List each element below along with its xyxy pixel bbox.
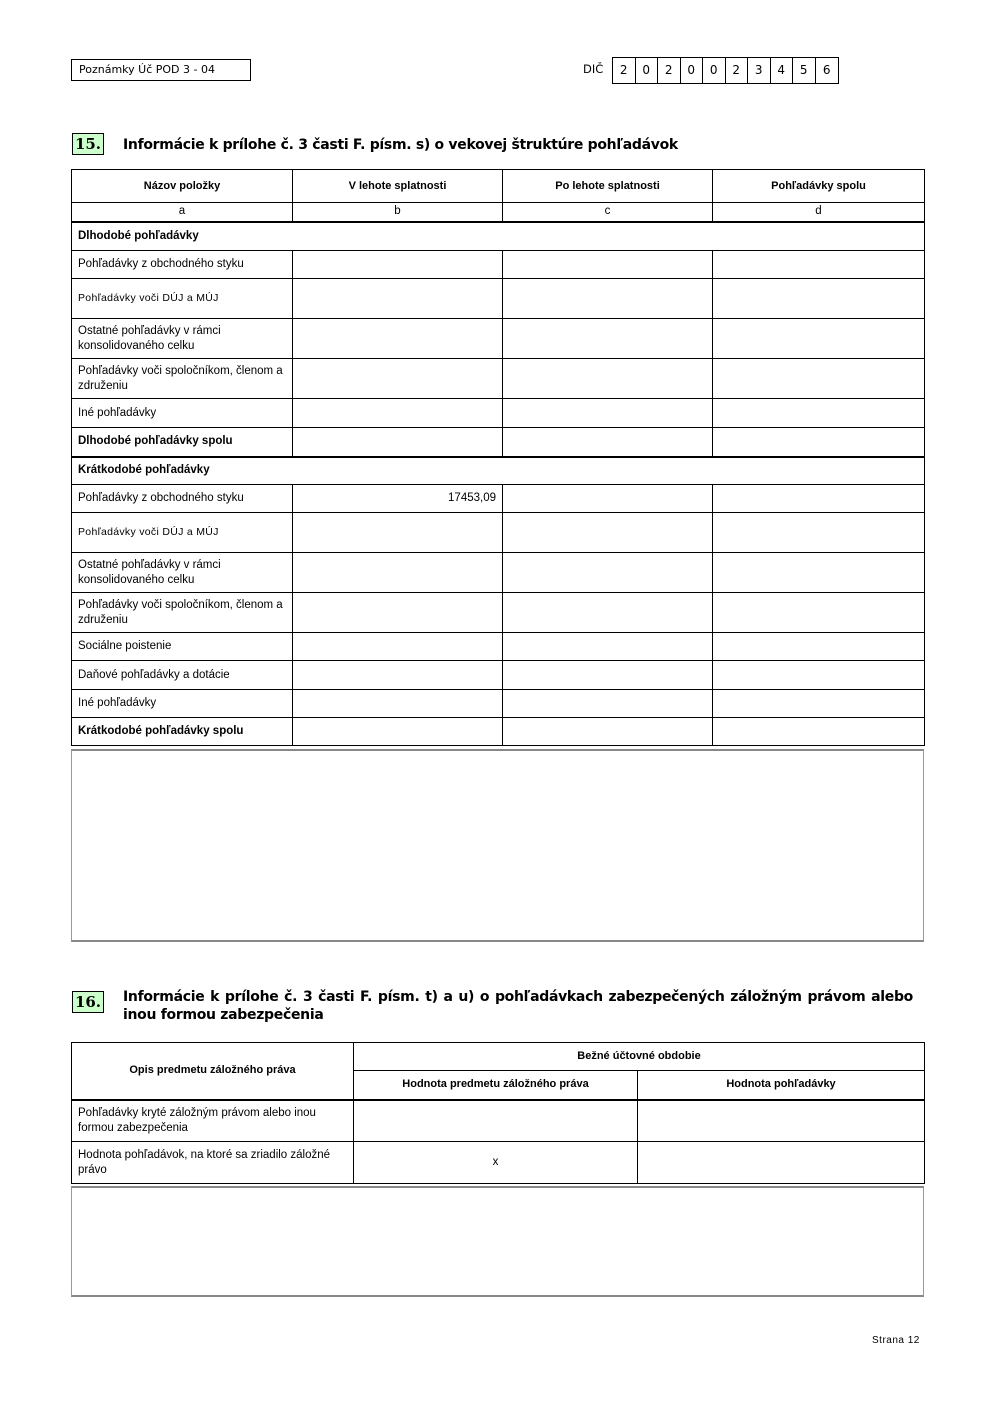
col-header-claim-value: Hodnota pohľadávky xyxy=(638,1071,925,1100)
cell-d[interactable] xyxy=(713,690,925,718)
row-label: Pohľadávky voči DÚJ a MÚJ xyxy=(72,513,293,553)
cell-d[interactable] xyxy=(713,359,925,399)
cell-d[interactable] xyxy=(713,513,925,553)
cell-d[interactable] xyxy=(713,718,925,746)
table-row xyxy=(72,319,925,359)
dic-digit[interactable]: 2 xyxy=(613,58,636,83)
row-label: Iné pohľadávky xyxy=(72,690,293,718)
cell-c[interactable] xyxy=(503,690,713,718)
row-label: Ostatné pohľadávky v rámci konsolidovaného celku xyxy=(72,553,293,593)
cell-claim-value[interactable] xyxy=(638,1100,925,1142)
cell-c[interactable] xyxy=(503,633,713,661)
section-15-number: 15. xyxy=(72,133,104,155)
cell-c[interactable] xyxy=(503,485,713,513)
table-row xyxy=(72,251,925,279)
table-row xyxy=(72,399,925,428)
cell-b[interactable] xyxy=(293,319,503,359)
row-label: Iné pohľadávky xyxy=(72,399,293,428)
row-label: Dlhodobé pohľadávky spolu xyxy=(72,428,293,457)
secured-receivables-table xyxy=(71,1042,925,1184)
cell-c[interactable] xyxy=(503,513,713,553)
section-16-title: Informácie k prílohe č. 3 časti F. písm. t) a u) o pohľadávkach zabezpečených záložným právom alebo inou formou zabezpečenia xyxy=(123,989,913,1023)
cell-d[interactable] xyxy=(713,319,925,359)
table-row xyxy=(72,1100,925,1142)
section-15-title: Informácie k prílohe č. 3 časti F. písm. s) o vekovej štruktúre pohľadávok xyxy=(123,137,678,153)
row-label: Krátkodobé pohľadávky spolu xyxy=(72,718,293,746)
row-label: Pohľadávky z obchodného styku xyxy=(72,485,293,513)
row-label: Hodnota pohľadávok, na ktoré sa zriadilo záložné právo xyxy=(72,1142,354,1184)
cell-b[interactable] xyxy=(293,661,503,690)
cell-c[interactable] xyxy=(503,251,713,279)
table-row xyxy=(72,553,925,593)
cell-c[interactable] xyxy=(503,359,713,399)
cell-d[interactable] xyxy=(713,485,925,513)
col-header-overdue: Po lehote splatnosti xyxy=(503,170,713,203)
table-row xyxy=(72,513,925,553)
section-15-notes-textarea[interactable] xyxy=(71,749,924,942)
table-row xyxy=(72,593,925,633)
cell-b[interactable] xyxy=(293,633,503,661)
cell-c[interactable] xyxy=(503,279,713,319)
row-label: Pohľadávky kryté záložným právom alebo inou formou zabezpečenia xyxy=(72,1100,354,1142)
cell-b[interactable]: 17453,09 xyxy=(293,485,503,513)
cell-d[interactable] xyxy=(713,553,925,593)
row-label: Ostatné pohľadávky v rámci konsolidovaného celku xyxy=(72,319,293,359)
table-row xyxy=(72,690,925,718)
cell-d[interactable] xyxy=(713,633,925,661)
cell-c[interactable] xyxy=(503,319,713,359)
cell-d[interactable] xyxy=(713,661,925,690)
col-letter-a: a xyxy=(72,203,293,222)
dic-digit[interactable]: 5 xyxy=(793,58,816,83)
cell-b[interactable] xyxy=(293,718,503,746)
row-label: Pohľadávky voči spoločníkom, členom a združeniu xyxy=(72,593,293,633)
col-letter-c: c xyxy=(503,203,713,222)
row-label: Daňové pohľadávky a dotácie xyxy=(72,661,293,690)
table-row xyxy=(72,279,925,319)
receivables-age-table xyxy=(71,169,925,746)
cell-subject-value[interactable] xyxy=(354,1100,638,1142)
section-16-notes-textarea[interactable] xyxy=(71,1186,924,1297)
dic-digit[interactable]: 3 xyxy=(748,58,771,83)
form-code-label: Poznámky Úč POD 3 - 04 xyxy=(71,59,251,81)
cell-b[interactable] xyxy=(293,359,503,399)
cell-d[interactable] xyxy=(713,593,925,633)
section-16-number: 16. xyxy=(72,991,104,1013)
cell-b[interactable] xyxy=(293,279,503,319)
total-row-short-term xyxy=(72,718,925,746)
cell-c[interactable] xyxy=(503,553,713,593)
cell-d[interactable] xyxy=(713,279,925,319)
col-header-name: Názov položky xyxy=(72,170,293,203)
cell-c[interactable] xyxy=(503,661,713,690)
cell-c[interactable] xyxy=(503,428,713,457)
cell-b[interactable] xyxy=(293,593,503,633)
col-header-within-due: V lehote splatnosti xyxy=(293,170,503,203)
dic-digit[interactable]: 0 xyxy=(703,58,726,83)
table-row xyxy=(72,1142,925,1184)
col-header-description: Opis predmetu záložného práva xyxy=(72,1043,354,1100)
row-label: Pohľadávky voči DÚJ a MÚJ xyxy=(72,279,293,319)
col-header-total: Pohľadávky spolu xyxy=(713,170,925,203)
page-number: Strana 12 xyxy=(872,1335,920,1346)
col-header-subject-value: Hodnota predmetu záložného práva xyxy=(354,1071,638,1100)
row-label: Sociálne poistenie xyxy=(72,633,293,661)
col-letter-d: d xyxy=(713,203,925,222)
cell-d[interactable] xyxy=(713,399,925,428)
group-heading-short-term: Krátkodobé pohľadávky xyxy=(72,457,925,485)
dic-digit[interactable]: 0 xyxy=(636,58,659,83)
total-row-long-term xyxy=(72,428,925,457)
cell-b[interactable] xyxy=(293,513,503,553)
dic-digit[interactable]: 2 xyxy=(658,58,681,83)
group-heading-long-term: Dlhodobé pohľadávky xyxy=(72,222,925,251)
table-row xyxy=(72,633,925,661)
table-row xyxy=(72,359,925,399)
cell-d[interactable] xyxy=(713,251,925,279)
cell-claim-value[interactable] xyxy=(638,1142,925,1184)
cell-c[interactable] xyxy=(503,718,713,746)
row-label: Pohľadávky z obchodného styku xyxy=(72,251,293,279)
cell-b[interactable] xyxy=(293,399,503,428)
cell-b[interactable] xyxy=(293,553,503,593)
dic-digit[interactable]: 4 xyxy=(771,58,794,83)
cell-b[interactable] xyxy=(293,251,503,279)
col-letter-b: b xyxy=(293,203,503,222)
dic-digit[interactable]: 2 xyxy=(726,58,749,83)
cell-c[interactable] xyxy=(503,593,713,633)
cell-subject-value: x xyxy=(354,1142,638,1184)
dic-label: DIČ xyxy=(583,62,604,76)
dic-digit[interactable]: 0 xyxy=(681,58,704,83)
dic-field[interactable] xyxy=(612,57,839,84)
cell-b[interactable] xyxy=(293,428,503,457)
cell-b[interactable] xyxy=(293,690,503,718)
table-row xyxy=(72,485,925,513)
dic-digit[interactable]: 6 xyxy=(822,63,831,77)
cell-c[interactable] xyxy=(503,399,713,428)
row-label: Pohľadávky voči spoločníkom, členom a združeniu xyxy=(72,359,293,399)
table-row xyxy=(72,661,925,690)
cell-d[interactable] xyxy=(713,428,925,457)
col-header-period: Bežné účtovné obdobie xyxy=(354,1043,925,1071)
